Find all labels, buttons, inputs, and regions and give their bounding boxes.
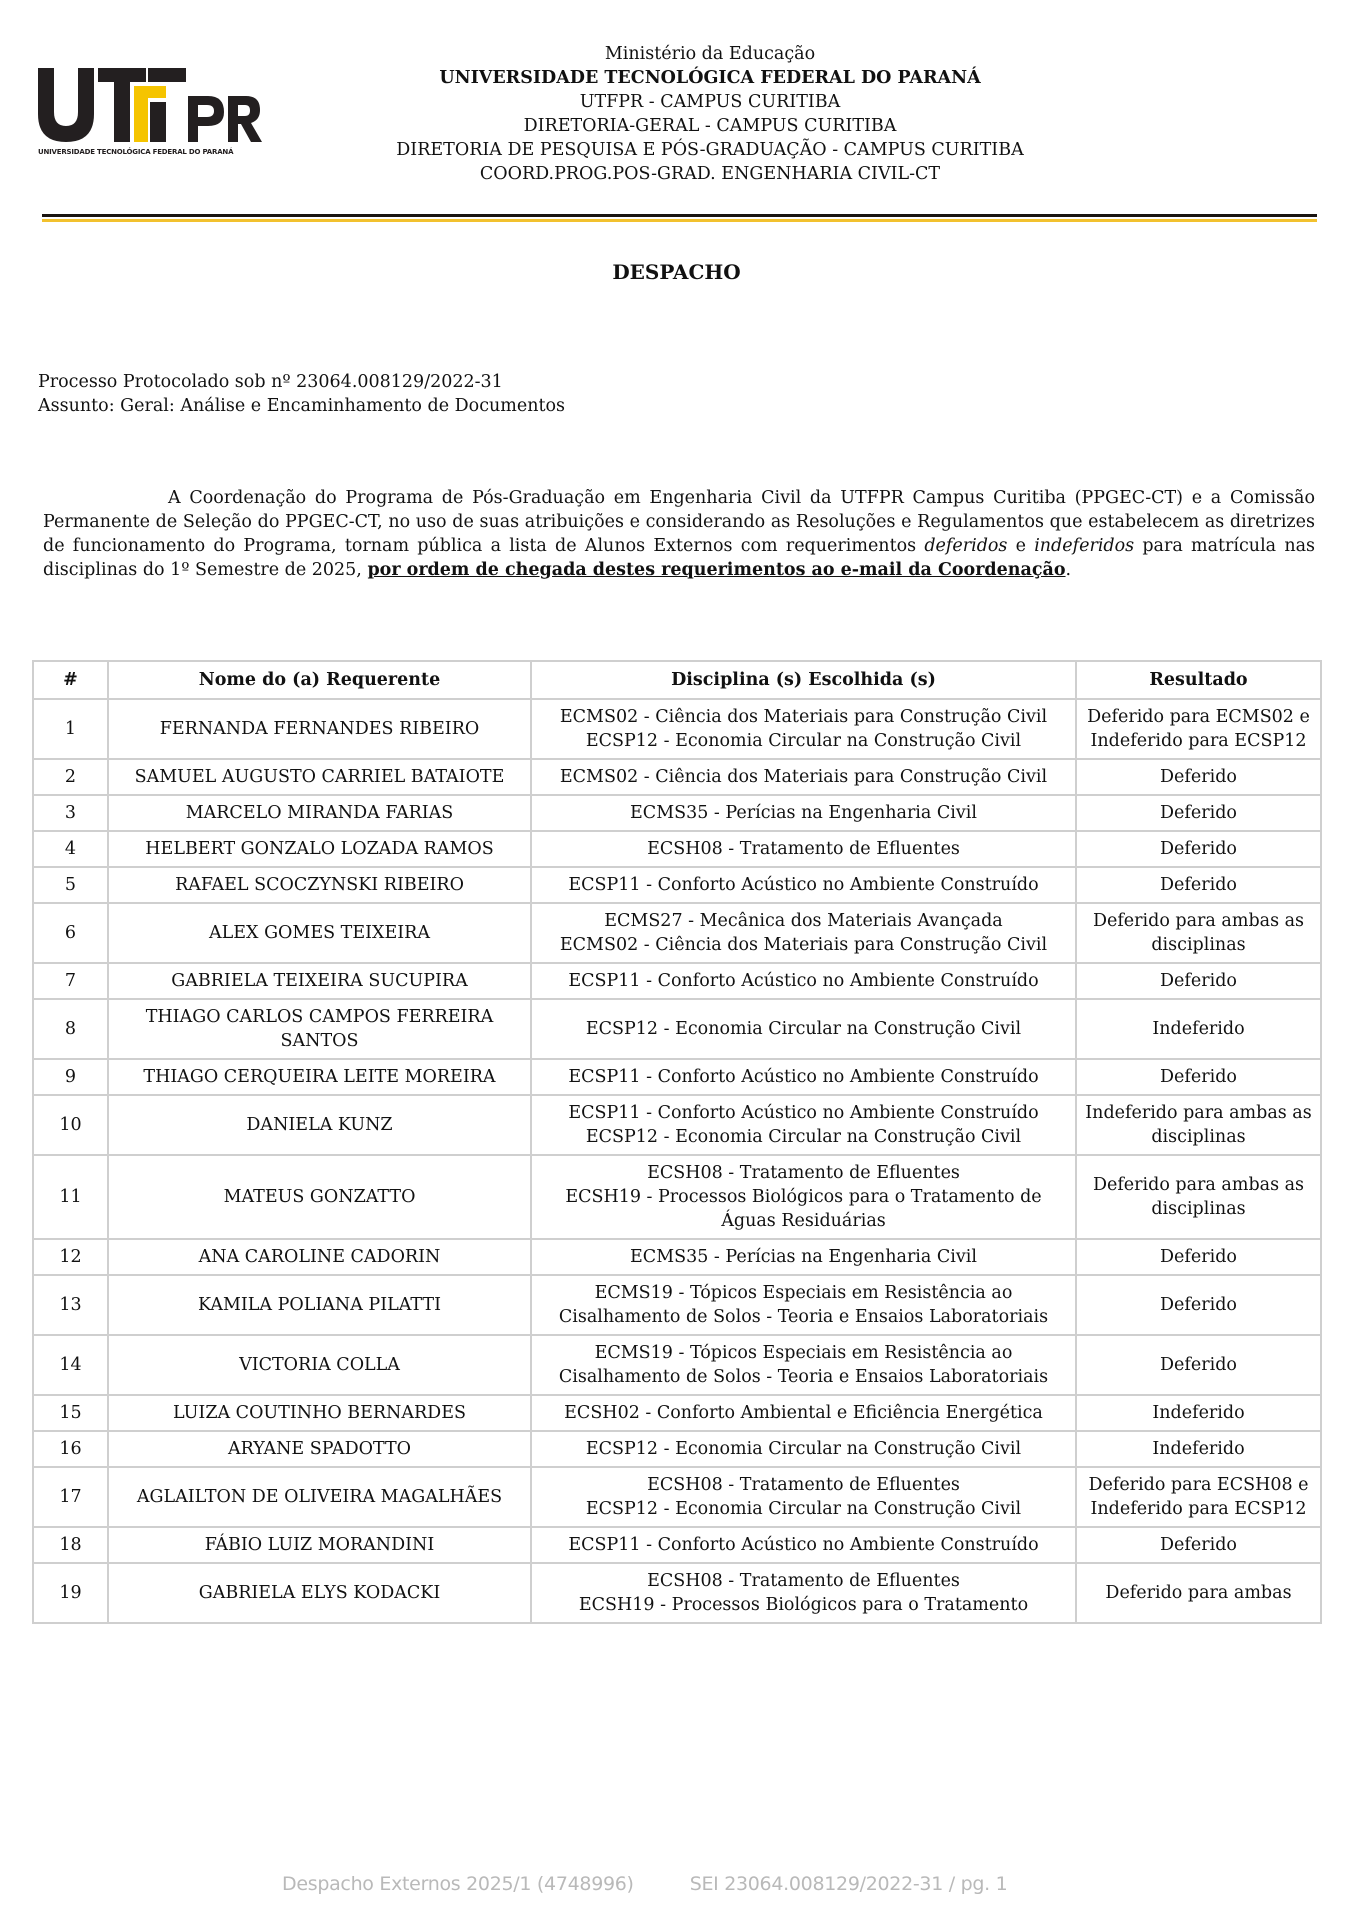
header-result: Resultado [1076,661,1321,699]
discipline-item: ECMS27 - Mecânica dos Materiais Avançada [604,911,1003,931]
campus-line: UTFPR - CAMPUS CURITIBA [579,92,841,112]
discipline-item: ECSP11 - Conforto Acústico no Ambiente Construído [568,875,1039,895]
disciplines-cell [531,1275,1076,1335]
row-number: 12 [33,1239,108,1275]
result-cell: Indeferido para ambas as disciplinas [1076,1095,1321,1155]
applicant-name: GABRIELA TEIXEIRA SUCUPIRA [108,963,531,999]
row-number: 4 [33,831,108,867]
table-row [33,999,1321,1059]
disciplines-cell [531,1239,1076,1275]
disciplines-cell [531,1563,1076,1623]
header-disciplines: Disciplina (s) Escolhida (s) [531,661,1076,699]
applicant-name: ANA CAROLINE CADORIN [108,1239,531,1275]
result-cell: Deferido [1076,1527,1321,1563]
body-paragraph [43,486,1315,582]
discipline-item: ECMS02 - Ciência dos Materiais para Construção Civil [559,707,1048,727]
applicant-name: AGLAILTON DE OLIVEIRA MAGALHÃES [108,1467,531,1527]
result-cell: Deferido para ambas [1076,1563,1321,1623]
result-cell: Deferido para ambas as disciplinas [1076,903,1321,963]
table-row [33,699,1321,759]
paragraph-text-4: . [1065,560,1072,580]
discipline-item: ECSH08 - Tratamento de Efluentes [647,839,960,859]
institution-header [300,42,1120,186]
header-number: # [33,661,108,699]
discipline-item: ECSP12 - Economia Circular na Construção Civil [585,1439,1022,1459]
result-cell: Deferido [1076,1335,1321,1395]
row-number: 13 [33,1275,108,1335]
table-row [33,1527,1321,1563]
result-cell: Deferido [1076,963,1321,999]
footer-document-label: Despacho Externos 2025/1 (4748996) [282,1873,634,1895]
discipline-item: ECSP11 - Conforto Acústico no Ambiente Construído [568,971,1039,991]
result-cell: Deferido para ECSH08 e Indeferido para ECSP12 [1076,1467,1321,1527]
discipline-item: ECSH08 - Tratamento de Efluentes [647,1571,960,1591]
result-cell: Deferido [1076,1059,1321,1095]
coordination-line: COORD.PROG.POS-GRAD. ENGENHARIA CIVIL-CT [479,164,941,184]
applicant-name: FERNANDA FERNANDES RIBEIRO [108,699,531,759]
row-number: 6 [33,903,108,963]
row-number: 5 [33,867,108,903]
applicant-name: SAMUEL AUGUSTO CARRIEL BATAIOTE [108,759,531,795]
row-number: 2 [33,759,108,795]
header-rule-yellow [42,219,1317,222]
document-title: DESPACHO [612,260,741,284]
applicant-name: MATEUS GONZATTO [108,1155,531,1239]
disciplines-cell [531,1395,1076,1431]
discipline-item: ECSP12 - Economia Circular na Construção Civil [585,1499,1022,1519]
applicant-name: VICTORIA COLLA [108,1335,531,1395]
discipline-item: ECMS19 - Tópicos Especiais em Resistência ao Cisalhamento de Solos - Teoria e Ensaios Laboratoriais [558,1343,1049,1387]
row-number: 1 [33,699,108,759]
applicant-name: KAMILA POLIANA PILATTI [108,1275,531,1335]
row-number: 16 [33,1431,108,1467]
applicant-name: MARCELO MIRANDA FARIAS [108,795,531,831]
discipline-item: ECSH08 - Tratamento de Efluentes [647,1163,960,1183]
result-cell: Deferido [1076,867,1321,903]
applicant-name: LUIZA COUTINHO BERNARDES [108,1395,531,1431]
disciplines-cell [531,1527,1076,1563]
disciplines-cell [531,963,1076,999]
discipline-item: ECSP11 - Conforto Acústico no Ambiente Construído [568,1103,1039,1123]
table-row [33,867,1321,903]
paragraph-text-2: e [1007,536,1035,556]
table-row [33,1275,1321,1335]
result-cell: Deferido para ECMS02 e Indeferido para ECSP12 [1076,699,1321,759]
applicant-name: GABRIELA ELYS KODACKI [108,1563,531,1623]
row-number: 17 [33,1467,108,1527]
discipline-item: ECSP11 - Conforto Acústico no Ambiente Construído [568,1535,1039,1555]
header-rule-black [42,214,1317,217]
paragraph-emphasis: por ordem de chegada destes requerimentos ao e-mail da Coordenação [367,560,1066,580]
table-row [33,1563,1321,1623]
applicant-name: THIAGO CARLOS CAMPOS FERREIRA SANTOS [108,999,531,1059]
applicant-name: ARYANE SPADOTTO [108,1431,531,1467]
ministry-line: Ministério da Educação [604,44,816,64]
process-info [38,370,565,418]
table-row [33,759,1321,795]
utfpr-logo [38,68,264,156]
disciplines-cell [531,867,1076,903]
discipline-item: ECSP12 - Economia Circular na Construção Civil [585,1127,1022,1147]
disciplines-cell [531,1059,1076,1095]
discipline-item: ECSH08 - Tratamento de Efluentes [647,1475,960,1495]
paragraph-italic-indeferidos: indeferidos [1034,536,1135,556]
row-number: 11 [33,1155,108,1239]
paragraph-text-1: A Coordenação do Programa de Pós-Graduação em Engenharia Civil da UTFPR Campus Curitiba (PPGEC-CT) e a Comissão Permanente de Seleção do PPGEC-CT, no uso de suas atribuições e considerando as Resoluções e Regulamentos que estabelecem as diretrizes de funcionamento do Programa, tornam pública a lista de Alunos Externos com requerimentos [43,488,1315,556]
result-cell: Deferido [1076,759,1321,795]
table-row [33,1059,1321,1095]
discipline-item: ECMS35 - Perícias na Engenharia Civil [630,803,977,823]
table-row [33,1155,1321,1239]
subject-line: Assunto: Geral: Análise e Encaminhamento de Documentos [38,396,566,416]
disciplines-cell [531,999,1076,1059]
discipline-item: ECSH19 - Processos Biológicos para o Tratamento de Águas Residuárias [565,1187,1042,1231]
result-cell: Deferido [1076,1275,1321,1335]
table-row [33,903,1321,963]
disciplines-cell [531,1155,1076,1239]
results-table-container [32,660,1320,1624]
table-row [33,1095,1321,1155]
result-cell: Deferido para ambas as disciplinas [1076,1155,1321,1239]
row-number: 19 [33,1563,108,1623]
results-table [32,660,1322,1624]
table-row [33,1467,1321,1527]
disciplines-cell [531,1335,1076,1395]
disciplines-cell [531,759,1076,795]
discipline-item: ECMS19 - Tópicos Especiais em Resistência ao Cisalhamento de Solos - Teoria e Ensaios Laboratoriais [558,1283,1049,1327]
discipline-item: ECSH02 - Conforto Ambiental e Eficiência Energética [564,1403,1043,1423]
discipline-item: ECSH19 - Processos Biológicos para o Tratamento [578,1595,1029,1615]
row-number: 8 [33,999,108,1059]
disciplines-cell [531,903,1076,963]
paragraph-text-3: para matrícula nas disciplinas do 1º Semestre de 2025, [43,536,1315,580]
table-row [33,1431,1321,1467]
result-cell: Deferido [1076,795,1321,831]
table-row [33,831,1321,867]
table-row [33,1335,1321,1395]
disciplines-cell [531,1467,1076,1527]
discipline-item: ECMS02 - Ciência dos Materiais para Construção Civil [559,767,1048,787]
applicant-name: THIAGO CERQUEIRA LEITE MOREIRA [108,1059,531,1095]
disciplines-cell [531,831,1076,867]
paragraph-italic-deferidos: deferidos [924,536,1008,556]
table-row [33,963,1321,999]
disciplines-cell [531,795,1076,831]
result-cell: Indeferido [1076,999,1321,1059]
disciplines-cell [531,699,1076,759]
row-number: 9 [33,1059,108,1095]
disciplines-cell [531,1095,1076,1155]
disciplines-cell [531,1431,1076,1467]
page-footer [282,1873,1007,1895]
applicant-name: FÁBIO LUIZ MORANDINI [108,1527,531,1563]
discipline-item: ECMS02 - Ciência dos Materiais para Construção Civil [559,935,1048,955]
discipline-item: ECMS35 - Perícias na Engenharia Civil [630,1247,977,1267]
row-number: 15 [33,1395,108,1431]
applicant-name: RAFAEL SCOCZYNSKI RIBEIRO [108,867,531,903]
table-row [33,795,1321,831]
header-name: Nome do (a) Requerente [108,661,531,699]
utfpr-logo-icon [38,68,264,146]
applicant-name: DANIELA KUNZ [108,1095,531,1155]
research-directorate-line: DIRETORIA DE PESQUISA E PÓS-GRADUAÇÃO - CAMPUS CURITIBA [396,140,1024,160]
directorate-line: DIRETORIA-GERAL - CAMPUS CURITIBA [523,116,897,136]
table-row [33,1395,1321,1431]
table-row [33,1239,1321,1275]
university-line: UNIVERSIDADE TECNOLÓGICA FEDERAL DO PARANÁ [439,68,981,88]
row-number: 18 [33,1527,108,1563]
row-number: 14 [33,1335,108,1395]
discipline-item: ECSP11 - Conforto Acústico no Ambiente Construído [568,1067,1039,1087]
footer-sei-label: SEI 23064.008129/2022-31 / pg. 1 [689,1873,1008,1895]
table-header-row [33,661,1321,699]
result-cell: Deferido [1076,1239,1321,1275]
discipline-item: ECSP12 - Economia Circular na Construção Civil [585,731,1022,751]
result-cell: Deferido [1076,831,1321,867]
table-body [33,699,1321,1623]
row-number: 3 [33,795,108,831]
logo-caption: UNIVERSIDADE TECNOLÓGICA FEDERAL DO PARANÁ [38,148,234,156]
result-cell: Indeferido [1076,1395,1321,1431]
applicant-name: HELBERT GONZALO LOZADA RAMOS [108,831,531,867]
applicant-name: ALEX GOMES TEIXEIRA [108,903,531,963]
discipline-item: ECSP12 - Economia Circular na Construção Civil [585,1019,1022,1039]
process-number: Processo Protocolado sob nº 23064.008129/2022-31 [38,372,503,392]
result-cell: Indeferido [1076,1431,1321,1467]
row-number: 7 [33,963,108,999]
row-number: 10 [33,1095,108,1155]
